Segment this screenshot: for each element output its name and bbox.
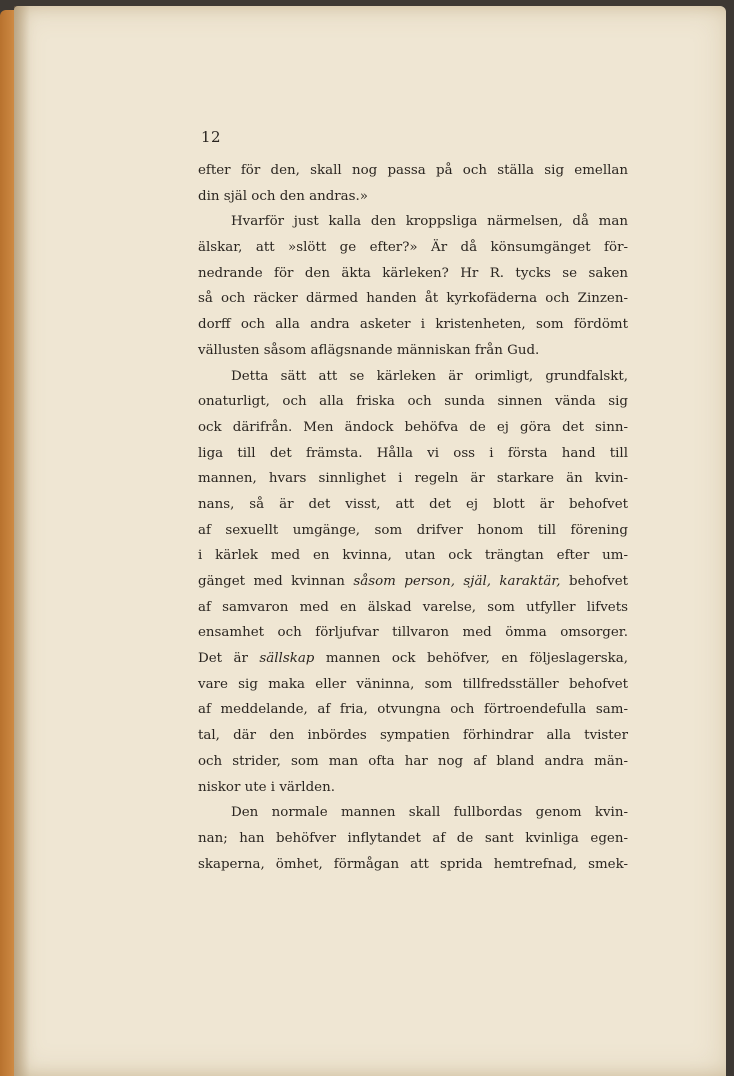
text-line: onaturligt, och alla friska och sunda sinnen vända sig bbox=[198, 394, 628, 410]
text-line: i kärlek med en kvinna, utan ock trängtan efter um- bbox=[198, 548, 628, 564]
text-fragment: mannen ock behöfver, en följeslagerska, bbox=[314, 651, 628, 667]
italic-text-fragment: sällskap bbox=[259, 651, 315, 667]
text-line: ensamhet och förljufvar tillvaron med ömma omsorger. bbox=[198, 625, 628, 641]
page-number: 12 bbox=[201, 128, 222, 146]
text-line: nedrande för den äkta kärleken? Hr R. tycks se saken bbox=[198, 265, 628, 281]
text-line: vällusten såsom aflägsnande människan från Gud. bbox=[198, 342, 540, 358]
page-gutter-shadow bbox=[14, 6, 30, 1076]
text-line: ock därifrån. Men ändock behöfva de ej göra det sinn- bbox=[198, 419, 628, 435]
text-fragment: Det är bbox=[198, 651, 260, 667]
text-line: Den normale mannen skall fullbordas genom kvin- bbox=[231, 805, 628, 821]
body-text bbox=[198, 158, 628, 877]
text-fragment: gänget med kvinnan bbox=[198, 574, 354, 589]
italic-text-fragment: såsom person, själ, karaktär, bbox=[353, 574, 561, 589]
text-line: nan; han behöfver inflytandet af de sant kvinliga egen- bbox=[198, 830, 628, 846]
text-line: vare sig maka eller väninna, som tillfredsställer behofvet bbox=[198, 676, 628, 692]
text-line: skaperna, ömhet, förmågan att sprida hemtrefnad, smek- bbox=[198, 856, 628, 872]
text-line-with-italic bbox=[198, 569, 628, 595]
text-line: niskor ute i världen. bbox=[198, 779, 335, 795]
text-line: dorff och alla andra asketer i kristenheten, som fördömt bbox=[198, 317, 628, 333]
text-line: Detta sätt att se kärleken är orimligt, grundfalskt, bbox=[231, 368, 628, 384]
text-line: af sexuellt umgänge, som drifver honom till förening bbox=[198, 522, 628, 538]
text-line: nans, så är det visst, att det ej blott är behofvet bbox=[198, 496, 628, 512]
text-line-with-italic bbox=[198, 646, 628, 672]
text-line: af meddelande, af fria, otvungna och förtroendefulla sam- bbox=[198, 702, 628, 718]
text-line: älskar, att »slött ge efter?» Är då könsumgänget för- bbox=[198, 240, 628, 256]
text-line: tal, där den inbördes sympatien förhindrar alla tvister bbox=[198, 728, 628, 744]
text-line: så och räcker därmed handen åt kyrkofäderna och Zinzen- bbox=[198, 291, 628, 307]
text-line: af samvaron med en älskad varelse, som utfyller lifvets bbox=[198, 599, 628, 615]
text-line: liga till det främsta. Hålla vi oss i första hand till bbox=[198, 445, 628, 461]
text-line: och strider, som man ofta har nog af bland andra män- bbox=[198, 753, 628, 769]
text-line: din själ och den andras.» bbox=[198, 188, 368, 204]
text-line: efter för den, skall nog passa på och ställa sig emellan bbox=[198, 163, 628, 178]
text-fragment: behofvet bbox=[560, 574, 629, 589]
text-line: mannen, hvars sinnlighet i regeln är starkare än kvin- bbox=[198, 471, 628, 487]
text-line: Hvarför just kalla den kroppsliga närmelsen, då man bbox=[231, 214, 628, 230]
